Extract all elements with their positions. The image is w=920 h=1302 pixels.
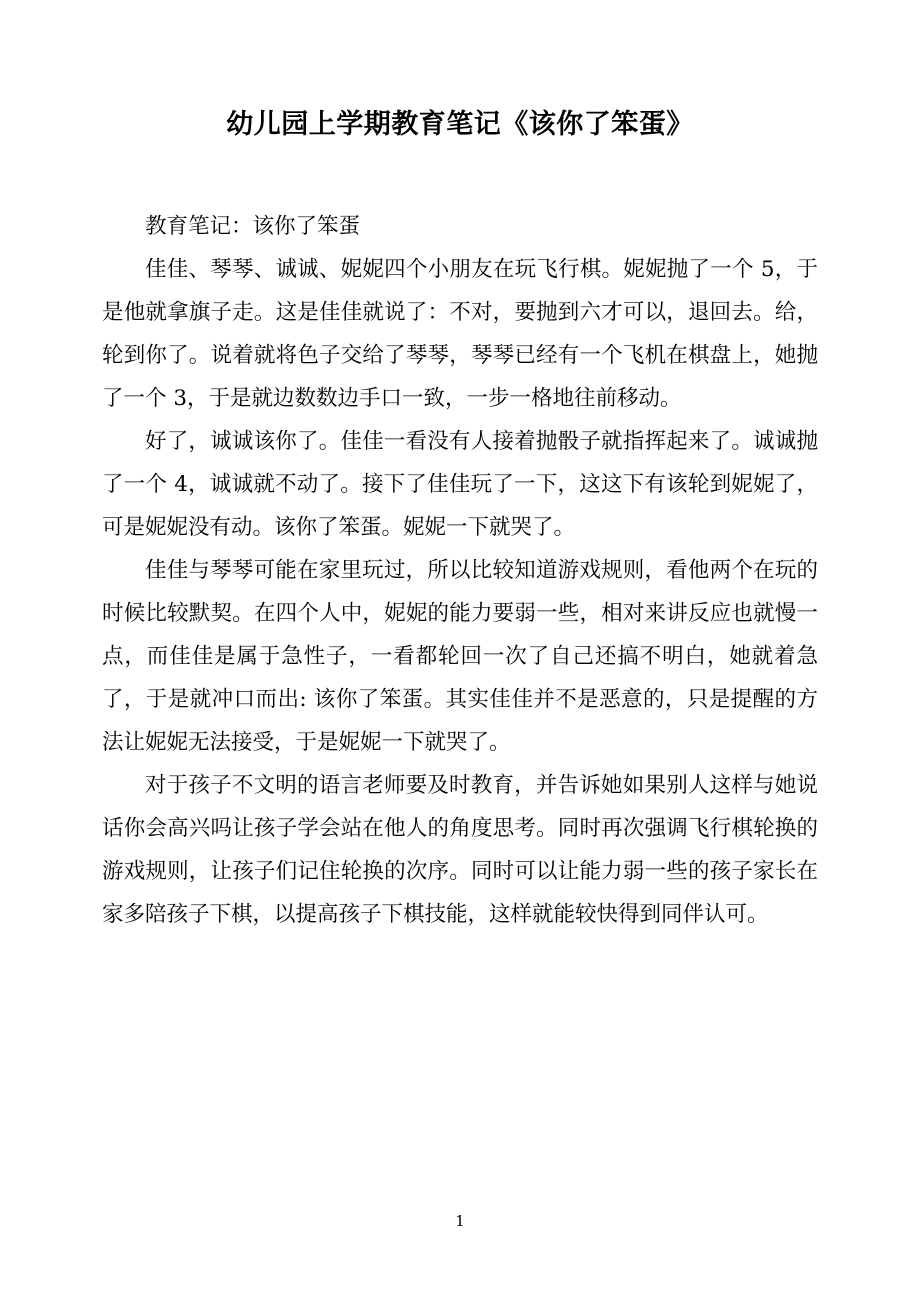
page-number: 1: [455, 1212, 465, 1230]
document-body: [102, 205, 818, 936]
paragraph-story-2: 好了，诚诚该你了。佳佳一看没有人接着抛骰子就指挥起来了。诚诚抛了一个 4，诚诚就不动了。接下了佳佳玩了一下，这这下有该轮到妮妮了，可是妮妮没有动。该你了笨蛋。妮妮一下就哭了。: [102, 429, 818, 540]
paragraph-note-heading: 教育笔记：该你了笨蛋: [145, 214, 361, 239]
paragraph-conclusion: 对于孩子不文明的语言老师要及时教育，并告诉她如果别人这样与她说话你会高兴吗让孩子学会站在他人的角度思考。同时再次强调飞行棋轮换的游戏规则，让孩子们记住轮换的次序。同时可以让能力弱一些的孩子家长在家多陪孩子下棋，以提高孩子下棋技能，这样就能较快得到同伴认可。: [102, 773, 818, 927]
paragraph-analysis: 佳佳与琴琴可能在家里玩过，所以比较知道游戏规则，看他两个在玩的时候比较默契。在四个人中，妮妮的能力要弱一些，相对来讲反应也就慢一点，而佳佳是属于急性子，一看都轮回一次了自己还搞不明白，她就着急了，于是就冲口而出: 该你了笨蛋。其实佳佳并不是恶意的，只是提醒的方法让妮妮无法接受，于是妮妮一下就哭了。: [102, 558, 818, 755]
paragraph-story-1: 佳佳、琴琴、诚诚、妮妮四个小朋友在玩飞行棋。妮妮抛了一个 5，于是他就拿旗子走。这是佳佳就说了：不对，要抛到六才可以，退回去。给，轮到你了。说着就将色子交给了琴琴，琴琴已经有一个飞机在棋盘上，她抛了一个 3，于是就边数数边手口一致，一步一格地往前移动。: [102, 257, 818, 411]
page-title: 幼儿园上学期教育笔记《该你了笨蛋》: [226, 109, 694, 140]
